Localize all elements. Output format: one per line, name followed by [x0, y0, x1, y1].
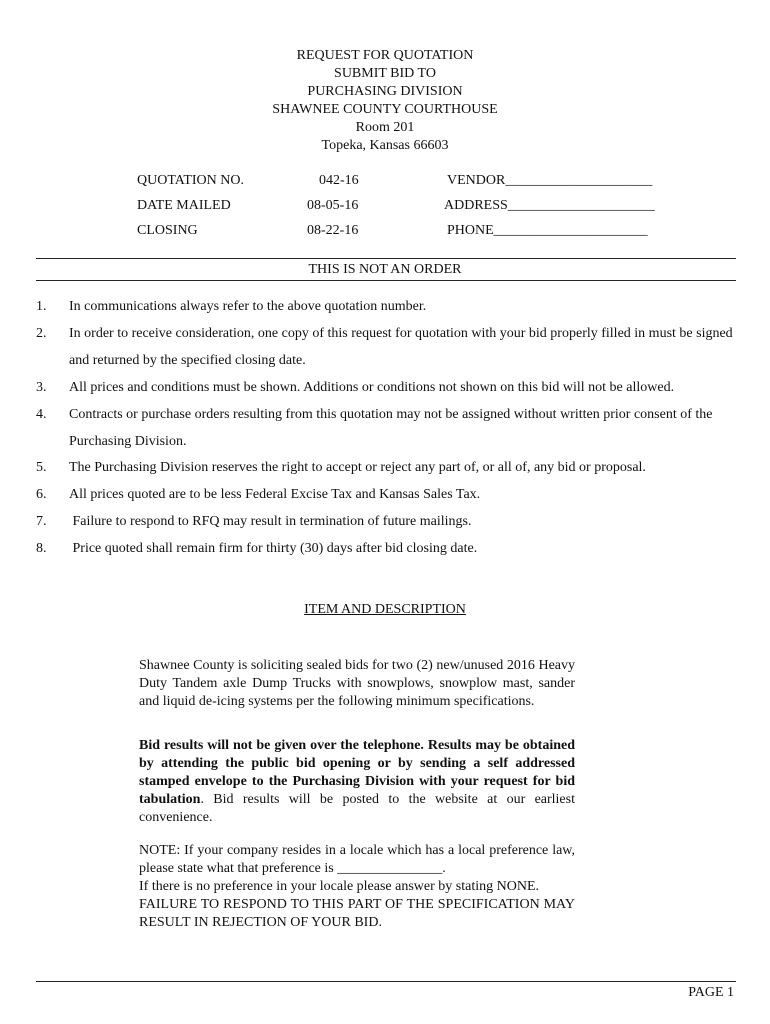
divider-top [36, 258, 736, 259]
closing-label: CLOSING [137, 223, 198, 238]
list-item-text: In order to receive consideration, one copy of this request for quotation with your bid properly filled in must be signed and returned by the specified closing date. [69, 326, 733, 368]
list-item-number: 4. [36, 407, 47, 422]
list-item-number: 8. [36, 541, 47, 556]
footer-divider [36, 981, 736, 982]
list-item-text: All prices and conditions must be shown. Additions or conditions not shown on this bid will not be allowed. [69, 380, 675, 395]
item-description-heading: ITEM AND DESCRIPTION [304, 602, 466, 617]
list-item-text: The Purchasing Division reserves the right to accept or reject any part of, or all of, any bid or proposal. [69, 460, 646, 475]
header-line-3: PURCHASING DIVISION [307, 84, 463, 99]
note-line-3: FAILURE TO RESPOND TO THIS PART OF THE SPECIFICATION MAY RESULT IN REJECTION OF YOUR BID. [139, 897, 575, 930]
list-item-text: Failure to respond to RFQ may result in termination of future mailings. [69, 514, 472, 529]
address-field[interactable]: ADDRESS_____________________ [444, 198, 655, 213]
quotation-value: 042-16 [319, 173, 359, 188]
divider-bottom [36, 280, 736, 281]
quotation-label: QUOTATION NO. [137, 173, 244, 188]
list-item-number: 3. [36, 380, 47, 395]
bid-results-paragraph [139, 737, 575, 827]
header-line-2: SUBMIT BID TO [334, 66, 436, 81]
vendor-field[interactable]: VENDOR_____________________ [447, 173, 653, 188]
list-item-number: 7. [36, 514, 47, 529]
date-mailed-value: 08-05-16 [307, 198, 359, 213]
list-item-number: 1. [36, 299, 47, 314]
date-mailed-label: DATE MAILED [137, 198, 231, 213]
phone-field[interactable]: PHONE______________________ [447, 223, 648, 238]
description-paragraph: Shawnee County is soliciting sealed bids for two (2) new/unused 2016 Heavy Duty Tandem axle Dump Trucks with snowplows, snowplow mast, sander and liquid de-icing systems per the following minimum specifications. [139, 658, 575, 709]
header-line-4: SHAWNEE COUNTY COURTHOUSE [272, 102, 498, 117]
not-an-order-banner: THIS IS NOT AN ORDER [308, 262, 462, 277]
list-item-text: In communications always refer to the above quotation number. [69, 299, 427, 314]
note-paragraph [139, 842, 575, 932]
list-item-number: 6. [36, 487, 47, 502]
bid-results-bold-text: Bid results will not be given over the telephone. Results may be obtained by attending the public bid opening or by sending a self addressed stamped envelope to the Purchasing Division with your request for bid tabulation [139, 738, 575, 807]
note-line-2: If there is no preference in your locale please answer by stating NONE. [139, 879, 540, 894]
list-item-text: All prices quoted are to be less Federal Excise Tax and Kansas Sales Tax. [69, 487, 481, 502]
document-header [0, 47, 770, 155]
note-line-1: NOTE: If your company resides in a locale which has a local preference law, please state what that preference is _______________. [139, 843, 575, 876]
list-item-number: 5. [36, 460, 47, 475]
header-line-6: Topeka, Kansas 66603 [321, 138, 449, 153]
list-item-text: Contracts or purchase orders resulting from this quotation may not be assigned without written prior consent of the Purchasing Division. [69, 407, 713, 449]
list-item-text: Price quoted shall remain firm for thirty (30) days after bid closing date. [69, 541, 478, 556]
header-line-5: Room 201 [355, 120, 415, 135]
closing-value: 08-22-16 [307, 223, 359, 238]
bid-results-text: . Bid results will be posted to the website at our earliest convenience. [139, 792, 575, 825]
header-line-1: REQUEST FOR QUOTATION [296, 48, 474, 63]
list-item-number: 2. [36, 326, 47, 341]
page-number: PAGE 1 [688, 985, 734, 1000]
